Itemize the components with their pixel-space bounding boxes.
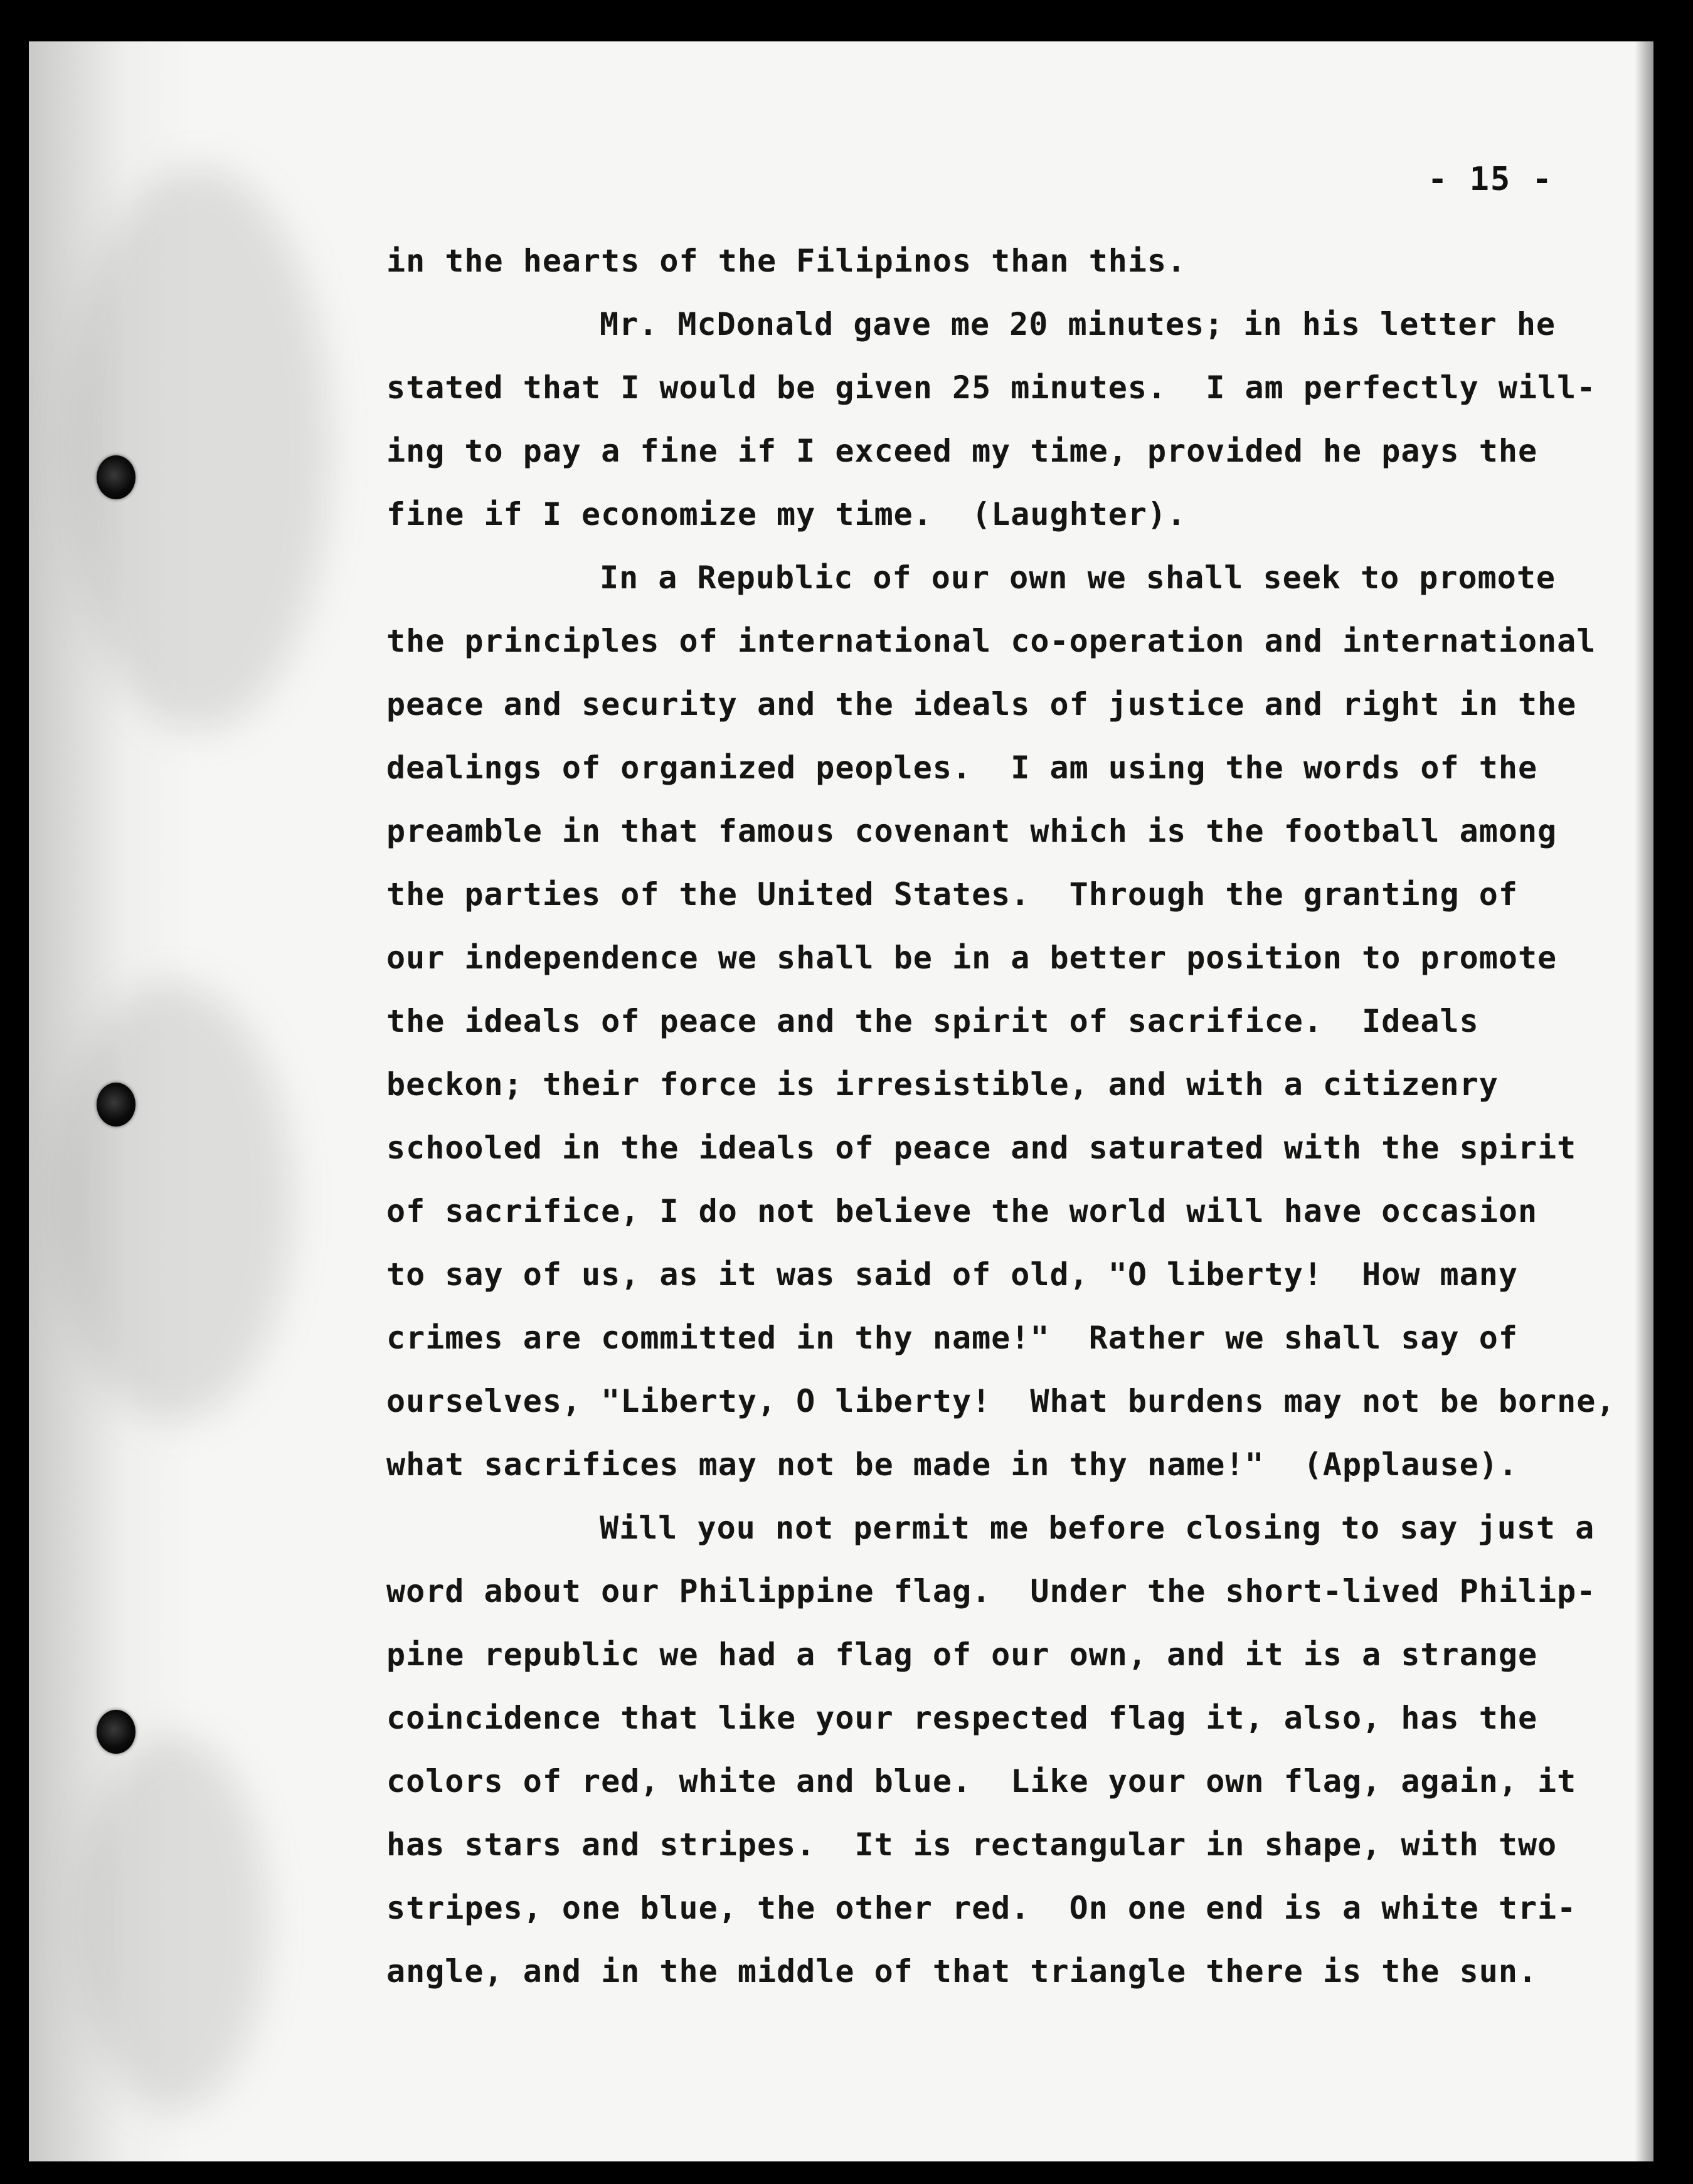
text-line: word about our Philippine flag. Under the short-lived Philip- — [386, 1573, 1596, 1609]
punch-hole-bottom — [97, 1710, 135, 1754]
punch-hole-top — [97, 455, 135, 499]
text-line: crimes are committed in thy name!" Rather we shall say of — [386, 1320, 1518, 1356]
text-line: ing to pay a fine if I exceed my time, provided he pays the — [386, 433, 1538, 469]
text-line: in the hearts of the Filipinos than this. — [386, 243, 1187, 279]
text-line: stripes, one blue, the other red. On one end is a white tri- — [386, 1890, 1577, 1926]
text-line: colors of red, white and blue. Like your own flag, again, it — [386, 1763, 1577, 1800]
paper-stain — [54, 982, 292, 1421]
text-line: angle, and in the middle of that triangle there is the sun. — [386, 1953, 1538, 1990]
text-line: of sacrifice, I do not believe the world will have occasion — [386, 1193, 1538, 1229]
text-line: dealings of organized peoples. I am using the words of the — [386, 750, 1538, 786]
text-line: coincidence that like your respected flag it, also, has the — [386, 1700, 1538, 1736]
text-line: schooled in the ideals of peace and saturated with the spirit — [386, 1130, 1577, 1166]
text-line: stated that I would be given 25 minutes. I am perfectly will- — [386, 369, 1596, 406]
paper-stain — [79, 1735, 267, 2111]
text-line: the parties of the United States. Through the granting of — [386, 876, 1518, 913]
text-line: to say of us, as it was said of old, "O liberty! How many — [386, 1256, 1518, 1293]
text-line: our independence we shall be in a better position to promote — [386, 940, 1558, 976]
text-line: In a Republic of our own we shall seek to promote — [600, 559, 1556, 596]
paper-stain — [66, 167, 330, 731]
typed-text-body — [386, 230, 1628, 2003]
text-line: has stars and stripes. It is rectangular in shape, with two — [386, 1826, 1558, 1863]
text-line: Will you not permit me before closing to say just a — [600, 1510, 1595, 1546]
page-edge — [1635, 41, 1653, 2161]
page-number: - 15 - — [1428, 161, 1553, 198]
text-line: fine if I economize my time. (Laughter). — [386, 496, 1187, 533]
text-line: pine republic we had a flag of our own, and it is a strange — [386, 1636, 1538, 1673]
document-page — [29, 41, 1653, 2161]
text-line: what sacrifices may not be made in thy name!" (Applause). — [386, 1446, 1518, 1483]
text-line: the principles of international co-operation and international — [386, 623, 1596, 659]
text-line: the ideals of peace and the spirit of sacrifice. Ideals — [386, 1003, 1479, 1039]
text-line: Mr. McDonald gave me 20 minutes; in his letter he — [600, 306, 1556, 342]
text-line: ourselves, "Liberty, O liberty! What burdens may not be borne, — [386, 1383, 1616, 1419]
punch-hole-middle — [97, 1083, 135, 1126]
text-line: beckon; their force is irresistible, and with a citizenry — [386, 1066, 1499, 1103]
text-line: preamble in that famous covenant which is the football among — [386, 813, 1558, 849]
text-line: peace and security and the ideals of justice and right in the — [386, 686, 1577, 723]
